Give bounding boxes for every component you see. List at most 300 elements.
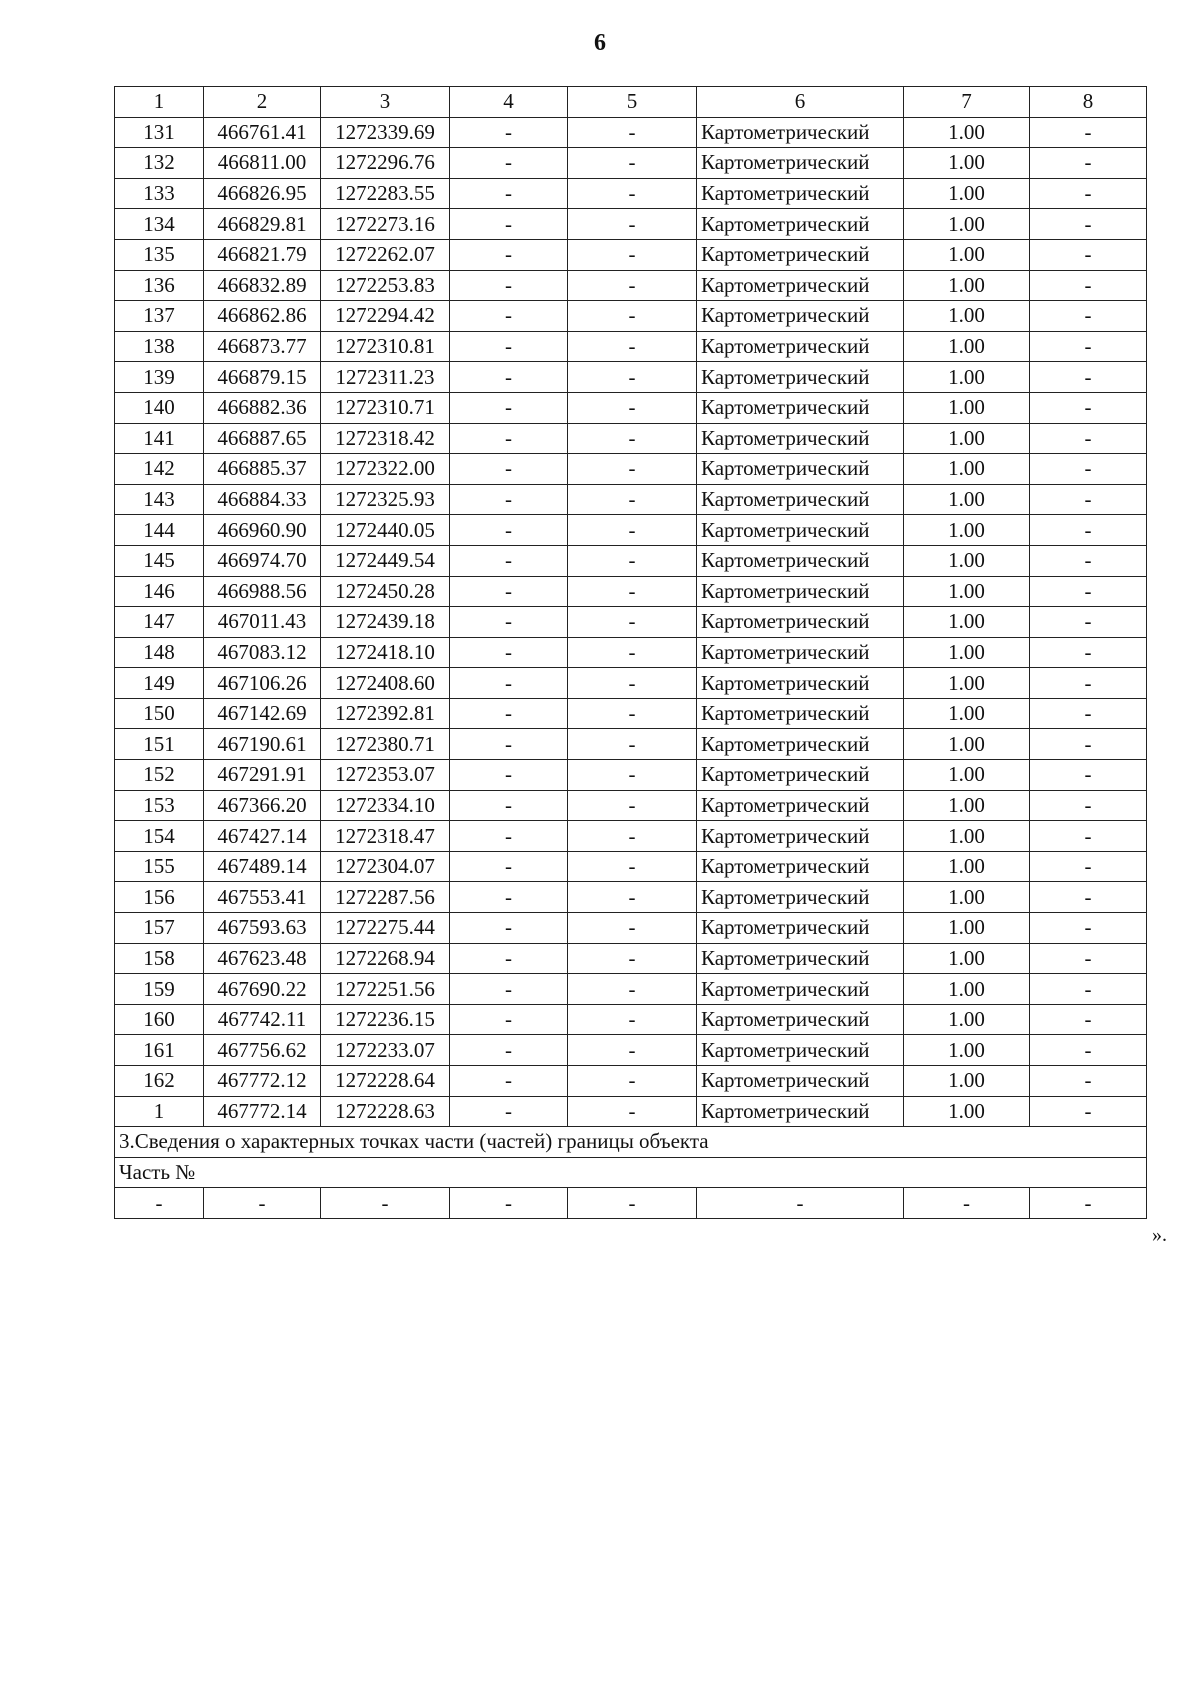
table-cell: - [450, 851, 568, 882]
table-cell: - [204, 1188, 321, 1219]
table-cell: - [568, 760, 697, 791]
table-cell: 1.00 [904, 1035, 1030, 1066]
column-header-4: 4 [450, 87, 568, 118]
table-cell: Картометрический [697, 148, 904, 179]
table-cell: 467291.91 [204, 760, 321, 791]
table-cell: - [1030, 484, 1147, 515]
table-cell: 1272233.07 [321, 1035, 450, 1066]
table-cell: - [450, 729, 568, 760]
table-cell: Картометрический [697, 698, 904, 729]
table-cell: 154 [115, 821, 204, 852]
table-row [115, 637, 1147, 668]
table-cell: 467190.61 [204, 729, 321, 760]
table-cell: - [568, 1035, 697, 1066]
page-number: 6 [594, 30, 606, 56]
column-header-1: 1 [115, 87, 204, 118]
table-cell: 467011.43 [204, 607, 321, 638]
table-cell: - [450, 821, 568, 852]
table-cell: - [568, 545, 697, 576]
table-cell: - [568, 392, 697, 423]
table-cell: 1272287.56 [321, 882, 450, 913]
table-cell: - [450, 1188, 568, 1219]
table-cell: 467083.12 [204, 637, 321, 668]
column-header-8: 8 [1030, 87, 1147, 118]
table-row [115, 484, 1147, 515]
table-row [115, 1004, 1147, 1035]
table-cell: - [568, 637, 697, 668]
table-row [115, 454, 1147, 485]
table-cell: Картометрический [697, 270, 904, 301]
table-cell: - [321, 1188, 450, 1219]
table-cell: Картометрический [697, 392, 904, 423]
table-cell: Картометрический [697, 790, 904, 821]
table-cell: 467553.41 [204, 882, 321, 913]
table-cell: - [568, 423, 697, 454]
table-cell: 1272449.54 [321, 545, 450, 576]
table-cell: 466832.89 [204, 270, 321, 301]
table-cell: - [568, 117, 697, 148]
table-cell: - [1030, 607, 1147, 638]
table-cell: 1272353.07 [321, 760, 450, 791]
table-cell: - [1030, 301, 1147, 332]
table-cell: 1272408.60 [321, 668, 450, 699]
section-row [115, 1127, 1147, 1158]
table-cell: 1 [115, 1096, 204, 1127]
table-cell: - [1030, 790, 1147, 821]
table-row [115, 423, 1147, 454]
table-cell: Картометрический [697, 668, 904, 699]
table-cell: - [568, 882, 697, 913]
table-cell: 1272268.94 [321, 943, 450, 974]
table-cell: 145 [115, 545, 204, 576]
table-row [115, 209, 1147, 240]
table-cell: 466761.41 [204, 117, 321, 148]
table-cell: 1.00 [904, 423, 1030, 454]
table-cell: - [904, 1188, 1030, 1219]
table-cell: - [450, 148, 568, 179]
table-cell: 466811.00 [204, 148, 321, 179]
table-cell: - [1030, 913, 1147, 944]
table-cell: 466960.90 [204, 515, 321, 546]
table-cell: - [1030, 851, 1147, 882]
table-cell: Картометрический [697, 1066, 904, 1097]
table-row [115, 545, 1147, 576]
table-cell: 1.00 [904, 301, 1030, 332]
table-cell: 466884.33 [204, 484, 321, 515]
table-cell: 1.00 [904, 821, 1030, 852]
table-cell: - [450, 668, 568, 699]
table-cell: 152 [115, 760, 204, 791]
table-cell: 157 [115, 913, 204, 944]
table-cell: - [1030, 270, 1147, 301]
table-cell: 160 [115, 1004, 204, 1035]
table-cell: Картометрический [697, 454, 904, 485]
table-cell: - [450, 698, 568, 729]
table-cell: 466821.79 [204, 239, 321, 270]
table-cell: 1272228.64 [321, 1066, 450, 1097]
table-row [115, 882, 1147, 913]
table-cell: - [568, 790, 697, 821]
table-cell: 147 [115, 607, 204, 638]
table-cell: 1272325.93 [321, 484, 450, 515]
table-cell: 1272318.47 [321, 821, 450, 852]
table-cell: Картометрический [697, 913, 904, 944]
table-cell: 138 [115, 331, 204, 362]
table-cell: 466974.70 [204, 545, 321, 576]
table-cell: Картометрический [697, 178, 904, 209]
table-cell: 139 [115, 362, 204, 393]
table-cell: 1.00 [904, 392, 1030, 423]
table-cell: - [450, 423, 568, 454]
table-cell: - [568, 301, 697, 332]
table-cell: - [115, 1188, 204, 1219]
column-header-7: 7 [904, 87, 1030, 118]
table-cell: 467427.14 [204, 821, 321, 852]
table-cell: 1.00 [904, 1004, 1030, 1035]
table-row [115, 607, 1147, 638]
table-cell: Картометрический [697, 239, 904, 270]
table-cell: 1.00 [904, 607, 1030, 638]
table-cell: - [1030, 239, 1147, 270]
table-cell: - [568, 974, 697, 1005]
column-header-5: 5 [568, 87, 697, 118]
table-cell: - [450, 637, 568, 668]
table-cell: - [450, 1035, 568, 1066]
table-cell: Картометрический [697, 576, 904, 607]
table-cell: - [568, 943, 697, 974]
table-cell: 466988.56 [204, 576, 321, 607]
table-cell: - [1030, 1066, 1147, 1097]
table-cell: Картометрический [697, 637, 904, 668]
table-cell: - [450, 913, 568, 944]
table-cell: - [1030, 209, 1147, 240]
column-header-6: 6 [697, 87, 904, 118]
table-cell: 155 [115, 851, 204, 882]
table-cell: 467756.62 [204, 1035, 321, 1066]
table-cell: 1272296.76 [321, 148, 450, 179]
table-cell: Картометрический [697, 760, 904, 791]
table-row [115, 178, 1147, 209]
table-cell: 1.00 [904, 913, 1030, 944]
table-cell: - [568, 148, 697, 179]
table-cell: 1272392.81 [321, 698, 450, 729]
table-cell: - [1030, 331, 1147, 362]
table-row [115, 698, 1147, 729]
table-cell: - [450, 1096, 568, 1127]
table-cell: - [568, 607, 697, 638]
table-cell: - [1030, 545, 1147, 576]
table-cell: - [1030, 392, 1147, 423]
table-row [115, 1066, 1147, 1097]
table-row [115, 270, 1147, 301]
table-cell: - [1030, 576, 1147, 607]
table-cell: 1272440.05 [321, 515, 450, 546]
table-cell: 1.00 [904, 729, 1030, 760]
table-cell: 150 [115, 698, 204, 729]
table-cell: 1272262.07 [321, 239, 450, 270]
table-cell: 1.00 [904, 637, 1030, 668]
table-cell: 158 [115, 943, 204, 974]
table-cell: - [1030, 1035, 1147, 1066]
table-cell: 1272380.71 [321, 729, 450, 760]
table-cell: 1272304.07 [321, 851, 450, 882]
table-cell: 467142.69 [204, 698, 321, 729]
part-row [115, 1157, 1147, 1188]
table-cell: 1.00 [904, 943, 1030, 974]
table-row [115, 515, 1147, 546]
table-cell: - [1030, 882, 1147, 913]
table-cell: 1.00 [904, 484, 1030, 515]
table-cell: 134 [115, 209, 204, 240]
table-cell: - [450, 484, 568, 515]
table-cell: 467742.11 [204, 1004, 321, 1035]
table-cell: - [450, 331, 568, 362]
table-cell: 133 [115, 178, 204, 209]
table-cell: 466882.36 [204, 392, 321, 423]
table-cell: - [568, 576, 697, 607]
table-cell: Картометрический [697, 362, 904, 393]
table-cell: - [450, 1066, 568, 1097]
table-cell: - [450, 270, 568, 301]
table-cell: - [450, 362, 568, 393]
table-cell: - [450, 790, 568, 821]
table-row [115, 913, 1147, 944]
table-cell: 467366.20 [204, 790, 321, 821]
table-cell: 1.00 [904, 362, 1030, 393]
table-cell: Картометрический [697, 484, 904, 515]
closing-quote-mark: ». [1152, 1224, 1167, 1246]
table-cell: 1.00 [904, 239, 1030, 270]
table-cell: 131 [115, 117, 204, 148]
table-cell: 1272310.81 [321, 331, 450, 362]
table-cell: 1272253.83 [321, 270, 450, 301]
table-cell: 136 [115, 270, 204, 301]
boundary-points-table [114, 86, 1147, 1219]
table-cell: - [1030, 821, 1147, 852]
table-cell: 135 [115, 239, 204, 270]
table-cell: - [1030, 1188, 1147, 1219]
table-cell: 1272275.44 [321, 913, 450, 944]
table-row [115, 362, 1147, 393]
table-cell: - [568, 851, 697, 882]
table-cell: - [568, 454, 697, 485]
table-cell: 148 [115, 637, 204, 668]
table-cell: 467772.12 [204, 1066, 321, 1097]
section-title: 3.Сведения о характерных точках части (частей) границы объекта [115, 1127, 1147, 1158]
table-cell: Картометрический [697, 1035, 904, 1066]
table-cell: - [568, 729, 697, 760]
table-cell: - [568, 484, 697, 515]
table-cell: 1272318.42 [321, 423, 450, 454]
table-cell: Картометрический [697, 1004, 904, 1035]
table-cell: 1.00 [904, 331, 1030, 362]
table-row [115, 301, 1147, 332]
table-row [115, 1035, 1147, 1066]
table-cell: - [568, 668, 697, 699]
table-cell: 1.00 [904, 974, 1030, 1005]
table-row [115, 943, 1147, 974]
table-cell: 1.00 [904, 454, 1030, 485]
table-cell: 1.00 [904, 209, 1030, 240]
table-cell: - [568, 331, 697, 362]
table-cell: - [568, 209, 697, 240]
table-cell: Картометрический [697, 1096, 904, 1127]
table-cell: - [568, 698, 697, 729]
table-cell: 1.00 [904, 1066, 1030, 1097]
table-cell: - [450, 974, 568, 1005]
table-cell: 1272294.42 [321, 301, 450, 332]
table-cell: 467489.14 [204, 851, 321, 882]
table-cell: Картометрический [697, 301, 904, 332]
table-cell: 1272251.56 [321, 974, 450, 1005]
table-cell: - [1030, 178, 1147, 209]
table-cell: - [450, 301, 568, 332]
table-cell: Картометрический [697, 209, 904, 240]
table-cell: 162 [115, 1066, 204, 1097]
table-cell: 467593.63 [204, 913, 321, 944]
table-cell: - [450, 943, 568, 974]
table-row [115, 331, 1147, 362]
table-cell: - [1030, 454, 1147, 485]
table-cell: Картометрический [697, 331, 904, 362]
table-cell: 143 [115, 484, 204, 515]
table-cell: 1272228.63 [321, 1096, 450, 1127]
table-row [115, 668, 1147, 699]
table-row [115, 1096, 1147, 1127]
table-cell: 1.00 [904, 178, 1030, 209]
table-cell: - [568, 239, 697, 270]
table-cell: - [1030, 729, 1147, 760]
table-row [115, 790, 1147, 821]
table-cell: - [450, 760, 568, 791]
table-cell: 1.00 [904, 148, 1030, 179]
table-cell: - [568, 913, 697, 944]
table-cell: 1.00 [904, 668, 1030, 699]
table-cell: 466862.86 [204, 301, 321, 332]
table-cell: 1.00 [904, 882, 1030, 913]
table-cell: 1272439.18 [321, 607, 450, 638]
table-cell: - [568, 1004, 697, 1035]
table-cell: Картометрический [697, 943, 904, 974]
table-cell: 140 [115, 392, 204, 423]
table-cell: - [568, 821, 697, 852]
table-cell: - [450, 178, 568, 209]
table-cell: - [1030, 1004, 1147, 1035]
table-cell: 151 [115, 729, 204, 760]
table-cell: - [568, 270, 697, 301]
table-cell: - [1030, 943, 1147, 974]
table-cell: - [450, 882, 568, 913]
table-cell: 466885.37 [204, 454, 321, 485]
table-cell: 1272311.23 [321, 362, 450, 393]
table-cell: - [1030, 668, 1147, 699]
table-cell: 153 [115, 790, 204, 821]
table-cell: 1.00 [904, 117, 1030, 148]
table-cell: 466829.81 [204, 209, 321, 240]
table-cell: - [450, 607, 568, 638]
part-label: Часть № [115, 1157, 1147, 1188]
table-cell: 1.00 [904, 545, 1030, 576]
table-cell: - [568, 1096, 697, 1127]
table-cell: 1272418.10 [321, 637, 450, 668]
table-cell: Картометрический [697, 423, 904, 454]
table-row [115, 974, 1147, 1005]
table-cell: - [450, 117, 568, 148]
table-cell: 1.00 [904, 270, 1030, 301]
table-cell: 144 [115, 515, 204, 546]
table-cell: 1.00 [904, 790, 1030, 821]
table-cell: - [568, 1066, 697, 1097]
table-cell: 1272273.16 [321, 209, 450, 240]
table-cell: 146 [115, 576, 204, 607]
table-cell: - [1030, 637, 1147, 668]
table-cell: - [697, 1188, 904, 1219]
table-cell: 141 [115, 423, 204, 454]
table-cell: 159 [115, 974, 204, 1005]
table-cell: 1.00 [904, 698, 1030, 729]
table-cell: - [568, 1188, 697, 1219]
table-cell: 1.00 [904, 760, 1030, 791]
table-cell: - [568, 362, 697, 393]
table-cell: - [450, 392, 568, 423]
table-cell: 1272236.15 [321, 1004, 450, 1035]
table-cell: - [450, 239, 568, 270]
table-cell: 1272283.55 [321, 178, 450, 209]
column-header-2: 2 [204, 87, 321, 118]
table-cell: 467623.48 [204, 943, 321, 974]
table-cell: 466873.77 [204, 331, 321, 362]
table-cell: 1.00 [904, 1096, 1030, 1127]
table-cell: 137 [115, 301, 204, 332]
table-cell: 149 [115, 668, 204, 699]
table-cell: Картометрический [697, 974, 904, 1005]
table-cell: 1272450.28 [321, 576, 450, 607]
table-row [115, 239, 1147, 270]
table-row [115, 576, 1147, 607]
table-cell: 467772.14 [204, 1096, 321, 1127]
table-cell: - [450, 1004, 568, 1035]
table-cell: - [450, 209, 568, 240]
table-cell: 1.00 [904, 851, 1030, 882]
table-cell: Картометрический [697, 851, 904, 882]
table-cell: - [1030, 698, 1147, 729]
table-cell: - [450, 545, 568, 576]
table-row [115, 392, 1147, 423]
table-body [115, 117, 1147, 1127]
table-cell: Картометрический [697, 729, 904, 760]
table-cell: Картометрический [697, 882, 904, 913]
table-cell: Картометрический [697, 515, 904, 546]
table-cell: - [450, 576, 568, 607]
table-cell: 1.00 [904, 515, 1030, 546]
table-cell: Картометрический [697, 545, 904, 576]
table-cell: 466879.15 [204, 362, 321, 393]
table-cell: 467106.26 [204, 668, 321, 699]
table-cell: - [1030, 515, 1147, 546]
table-cell: - [1030, 148, 1147, 179]
table-cell: 1272310.71 [321, 392, 450, 423]
table-cell: 161 [115, 1035, 204, 1066]
table-cell: 467690.22 [204, 974, 321, 1005]
table-cell: 142 [115, 454, 204, 485]
table-cell: 1.00 [904, 576, 1030, 607]
table-cell: - [1030, 117, 1147, 148]
table-row [115, 729, 1147, 760]
table-cell: 466887.65 [204, 423, 321, 454]
table-cell: - [1030, 423, 1147, 454]
table-row [115, 117, 1147, 148]
empty-part-row [115, 1188, 1147, 1219]
